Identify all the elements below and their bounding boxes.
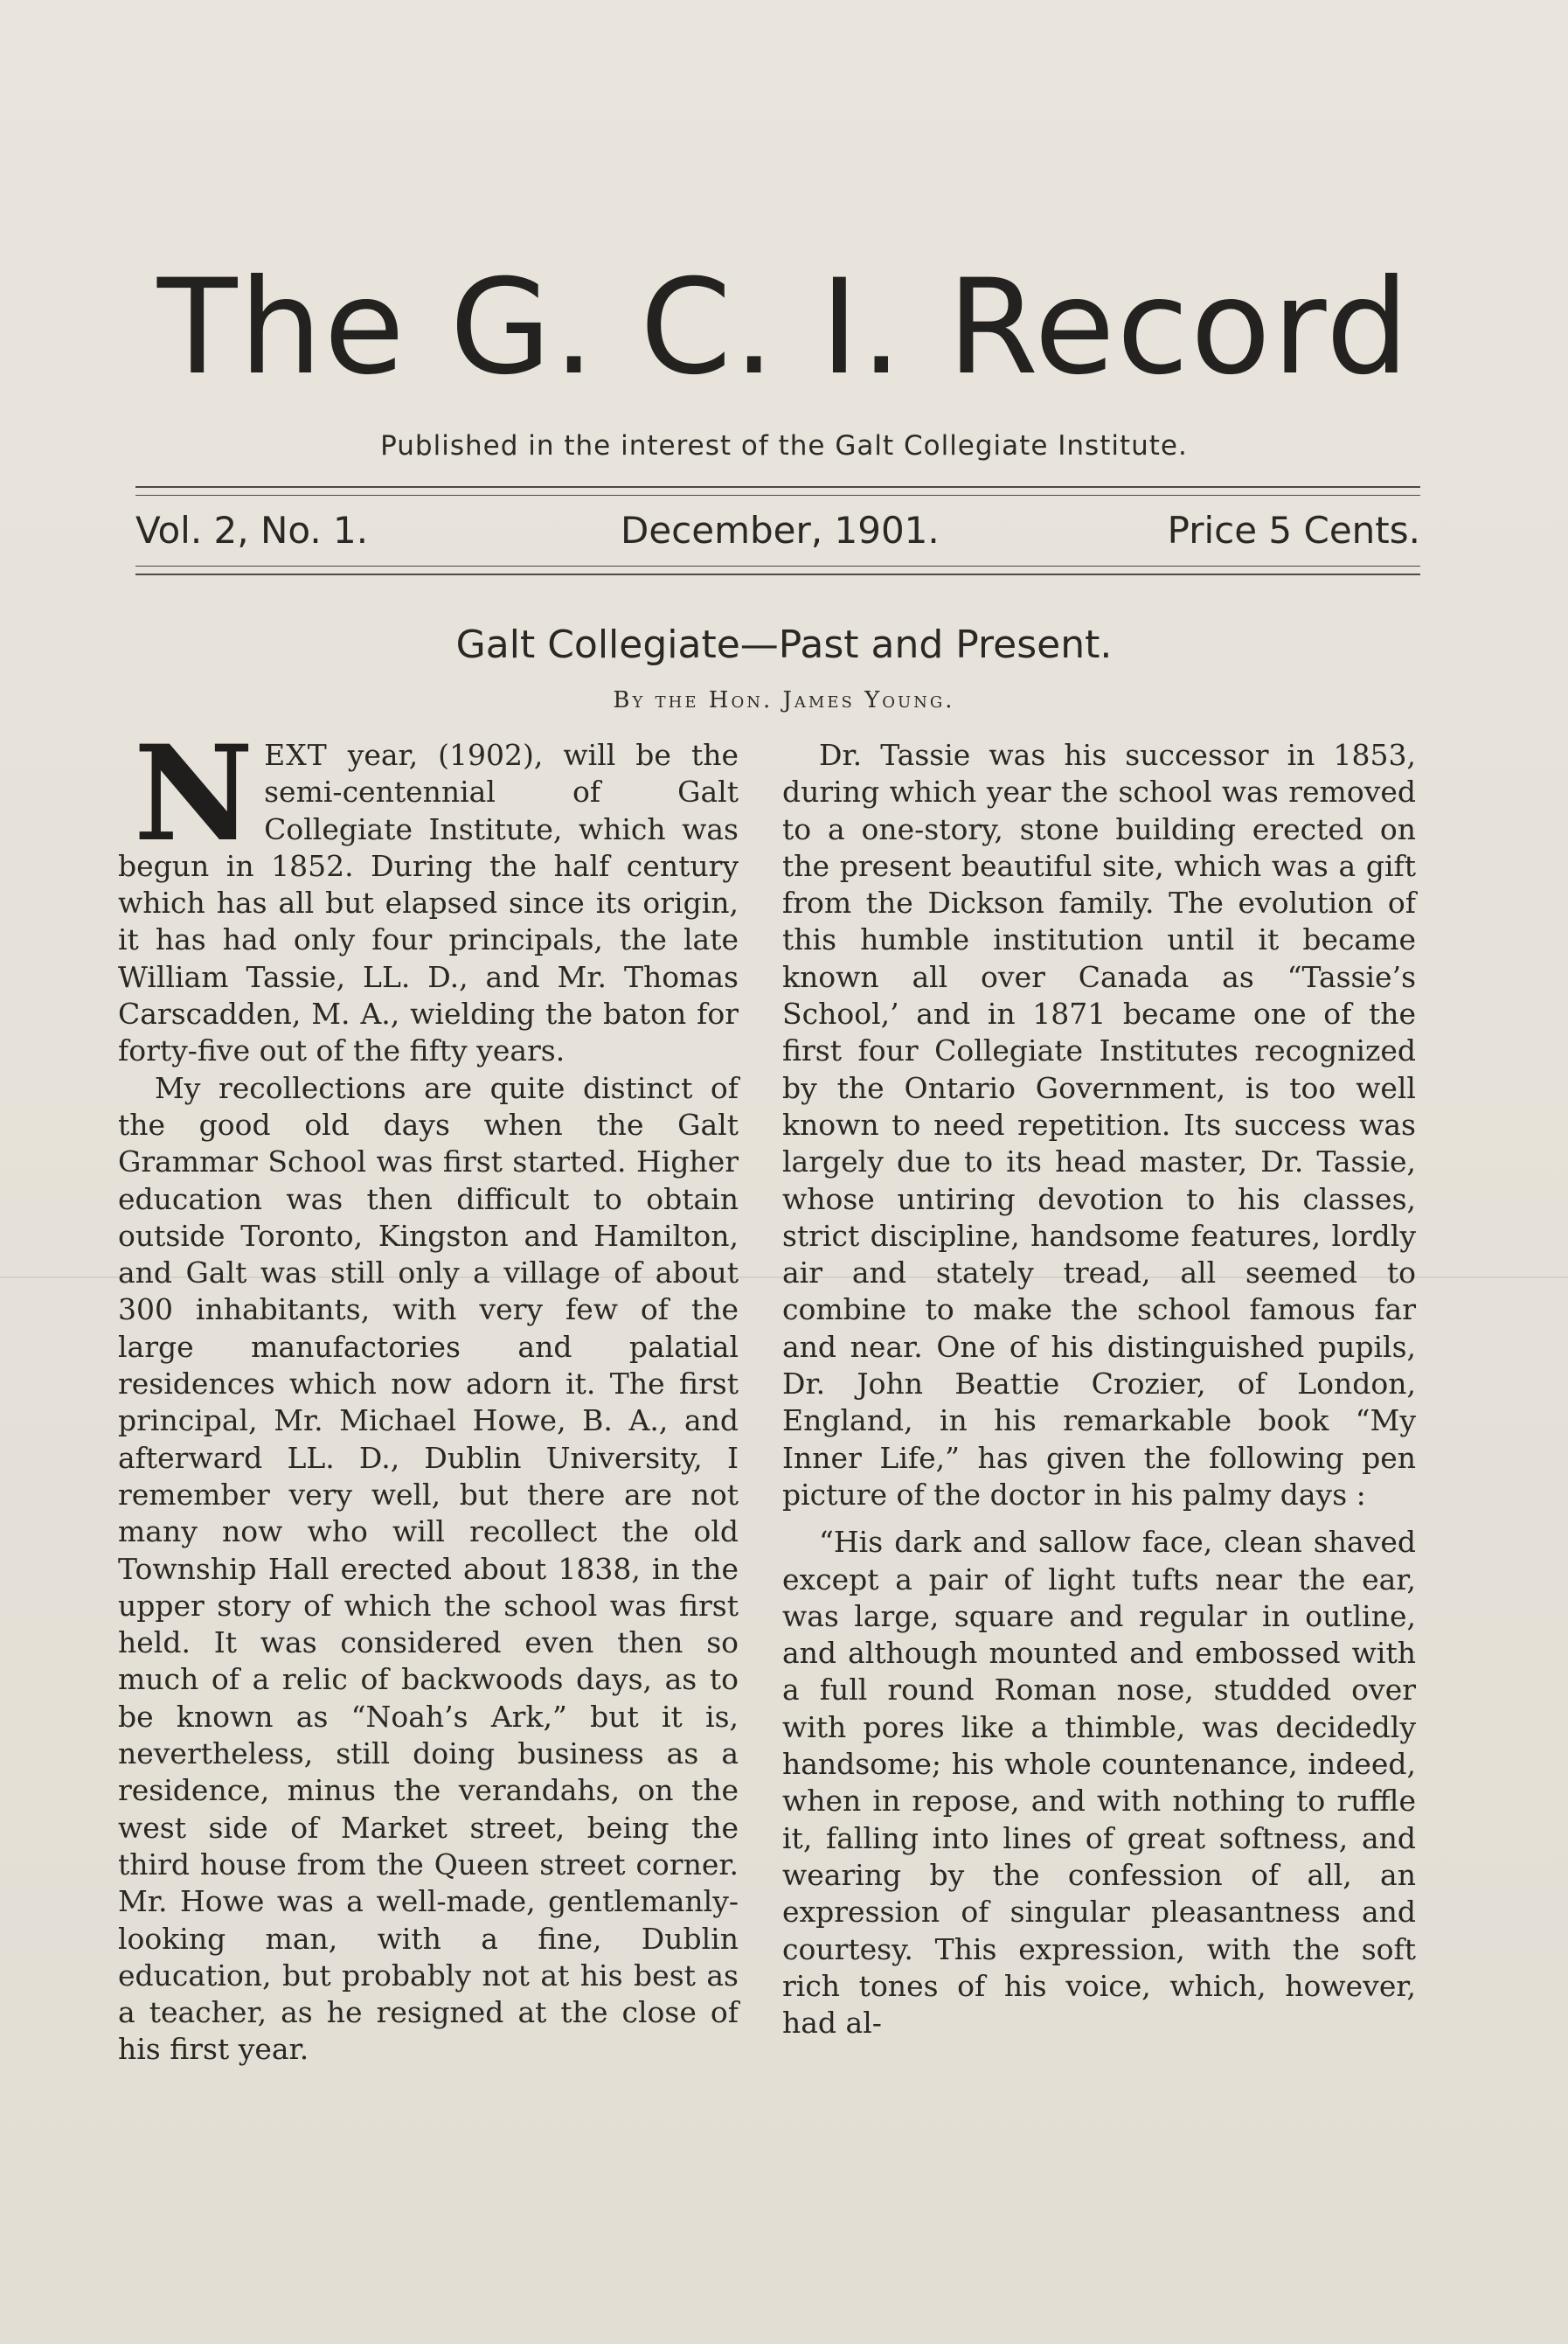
drop-cap: N <box>134 717 254 871</box>
article-paragraph: Dr. Tassie was his successor in 1853, during which year the school was removed to a one-story, stone building erected on the present beautiful site, which was a gift from the Dickson family. The evolution of this humble institution until it became known all over Canada as “Tassie’s School,’ and in 1871 became one of the first four Collegiate Institutes recognized by the Ontario Government, is too well known to need repetition. Its success was largely due to its head master, Dr. Tassie, whose untiring devotion to his classes, strict discipline, handsome features, lordly air and stately tread, all seemed to combine to make the school famous far and near. One of his distinguished pupils, Dr. John Beattie Crozier, of London, England, in his remarkable book “My Inner Life,” has given the following pen picture of the doctor in his palmy days : <box>782 738 1416 1512</box>
paragraph-text: year, (1902), will be the semi-centennial of Galt Collegiate Institute, which was begun in 1852. During the half century which has all but elapsed since its origin, it has had only four principals, the late William Tassie, LL. D., and Mr. Thomas Carscadden, M. A., wielding the baton for forty-five out of the fifty years. <box>118 738 739 1068</box>
issue-price: Price 5 Cents. <box>1167 509 1420 552</box>
masthead-rule-top <box>135 486 1420 488</box>
issue-date: December, 1901. <box>621 509 940 552</box>
article-byline: By the Hon. James Young. <box>613 687 955 713</box>
masthead-title: The G. C. I. Record <box>156 252 1412 404</box>
issue-info-bar <box>135 509 1420 561</box>
page-fold-line <box>0 1276 1568 1278</box>
issue-volume: Vol. 2, No. 1. <box>135 509 369 552</box>
lead-caps: EXT <box>264 738 328 772</box>
masthead-subtitle: Published in the interest of the Galt Collegiate Institute. <box>380 430 1188 462</box>
article-quote-paragraph: “His dark and sallow face, clean shaved except a pair of light tufts near the ear, was large, square and regular in outline, and although mounted and embossed with a full round Roman nose, studded over with pores like a thimble, was decidedly handsome; his whole countenance, indeed, when in repose, and with nothing to ruffle it, falling into lines of great softness, and wearing by the confession of all, an expression of singular pleasantness and courtesy. This expression, with the soft rich tones of his voice, which, however, had al- <box>782 1525 1416 2041</box>
article-title: Galt Collegiate—Past and Present. <box>455 623 1113 667</box>
masthead-rule-top-thin <box>135 495 1420 496</box>
masthead-rule-bottom-thin <box>135 566 1420 567</box>
article-column-left <box>118 717 739 2069</box>
article-paragraph <box>118 717 739 1070</box>
masthead-rule-bottom <box>135 574 1420 575</box>
article-paragraph: My recollections are quite distinct of the good old days when the Galt Grammar School was first started. Higher education was then difficult to obtain outside Toronto, Kingston and Hamilton, and Galt was still only a village of about 300 inhabitants, with very few of the large manufactories and palatial residences which now adorn it. The first principal, Mr. Michael Howe, B. A., and afterward LL. D., Dublin University, I remember very well, but there are not many now who will recollect the old Township Hall erected about 1838, in the upper story of which the school was first held. It was considered even then so much of a relic of backwoods days, as to be known as “Noah’s Ark,” but it is, nevertheless, still doing business as a residence, minus the verandahs, on the west side of Market street, being the third house from the Queen street corner. Mr. Howe was a well-made, gentlemanly-looking man, with a fine, Dublin education, but probably not at his best as a teacher, as he resigned at the close of his first year. <box>118 1070 739 2067</box>
article-column-right <box>782 737 1416 2041</box>
